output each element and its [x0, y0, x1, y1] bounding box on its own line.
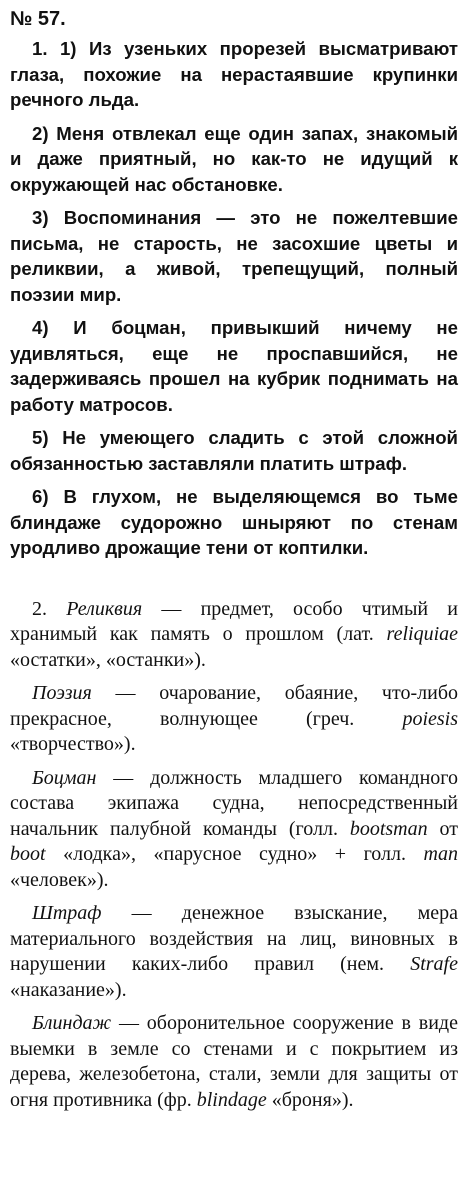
task-2-definitions	[10, 597, 458, 1114]
term: Блиндаж	[32, 1012, 112, 1034]
definition-relikviya	[10, 597, 458, 674]
definition-text: «наказание»).	[10, 978, 127, 1001]
definition-shtraf	[10, 901, 458, 1003]
etymon: Strafe	[410, 953, 458, 975]
definition-poeziya	[10, 681, 458, 758]
term: Поэзия	[32, 682, 92, 704]
sentence-5: 5) Не умеющего сладить с этой сложной обязанностью заставляли платить штраф.	[10, 427, 458, 474]
etymon: poiesis	[402, 707, 458, 730]
sentence-1: 1. 1) Из узеньких прорезей высматривают глаза, похожие на нерастаявшие крупинки речного льда.	[10, 38, 458, 110]
definition-blindazh	[10, 1011, 458, 1113]
sentence-2: 2) Меня отвлекал еще один запах, знакомый и даже приятный, но как-то не идущий к окружающей нас обстановке.	[10, 122, 458, 195]
etymon: blindage	[196, 1088, 267, 1111]
section-gap	[10, 569, 458, 597]
definition-text: от	[427, 817, 458, 840]
definition-text: «броня»).	[266, 1088, 354, 1111]
definition-text: «остатки», «останки»).	[10, 648, 206, 671]
etymon: reliquiae	[386, 623, 458, 645]
definition-botsman	[10, 766, 458, 894]
etymon: bootsman	[349, 817, 428, 840]
sentence-6: 6) В глухом, не выделяющемся во тьме блиндаже судорожно шныряют по стенам уродливо дрожащие тени от коптилки.	[10, 486, 458, 558]
definition-text: — оборонительное сооружение в виде выемки в земле со стенами и с покрытием из дерева, железобетона, стали, земли для защиты от огня противника (фр.	[10, 1012, 458, 1111]
term: Реликвия	[66, 597, 143, 620]
etymon: boot	[10, 843, 46, 865]
sentence-3: 3) Воспоминания — это не пожелтевшие письма, не старость, не засохшие цветы и реликвии, а живой, трепещущий, полный поэзии мир.	[10, 207, 458, 305]
definition-text: «человек»).	[10, 868, 109, 891]
definition-text: «творчество»).	[10, 733, 136, 755]
definition-text: «лодка», «парусное судно» + голл.	[45, 843, 424, 865]
definition-text: — предмет, особо чтимый и хранимый как память о прошлом (лат.	[10, 597, 458, 645]
etymon: man	[423, 843, 458, 865]
definition-text: — очарование, обаяние, что-либо прекрасное, волнующее (греч.	[10, 682, 458, 730]
term: Штраф	[32, 902, 102, 924]
exercise-number: № 57.	[10, 8, 66, 30]
sentence-4: 4) И боцман, привыкший ничему не удивляться, еще не проспавшийся, не задерживаясь прошел на кубрик поднимать на работу матросов.	[10, 317, 458, 415]
task-2-number: 2.	[32, 597, 47, 620]
definition-text: — денежное взыскание, мера материального воздействия на лиц, виновных в нарушении каких-либо правил (нем.	[10, 902, 458, 975]
task-1-sentences	[10, 36, 458, 561]
term: Боцман	[32, 766, 97, 789]
definition-text: — должность младшего командного состава экипажа судна, непосредственный начальник палубной команды (голл.	[10, 766, 458, 840]
